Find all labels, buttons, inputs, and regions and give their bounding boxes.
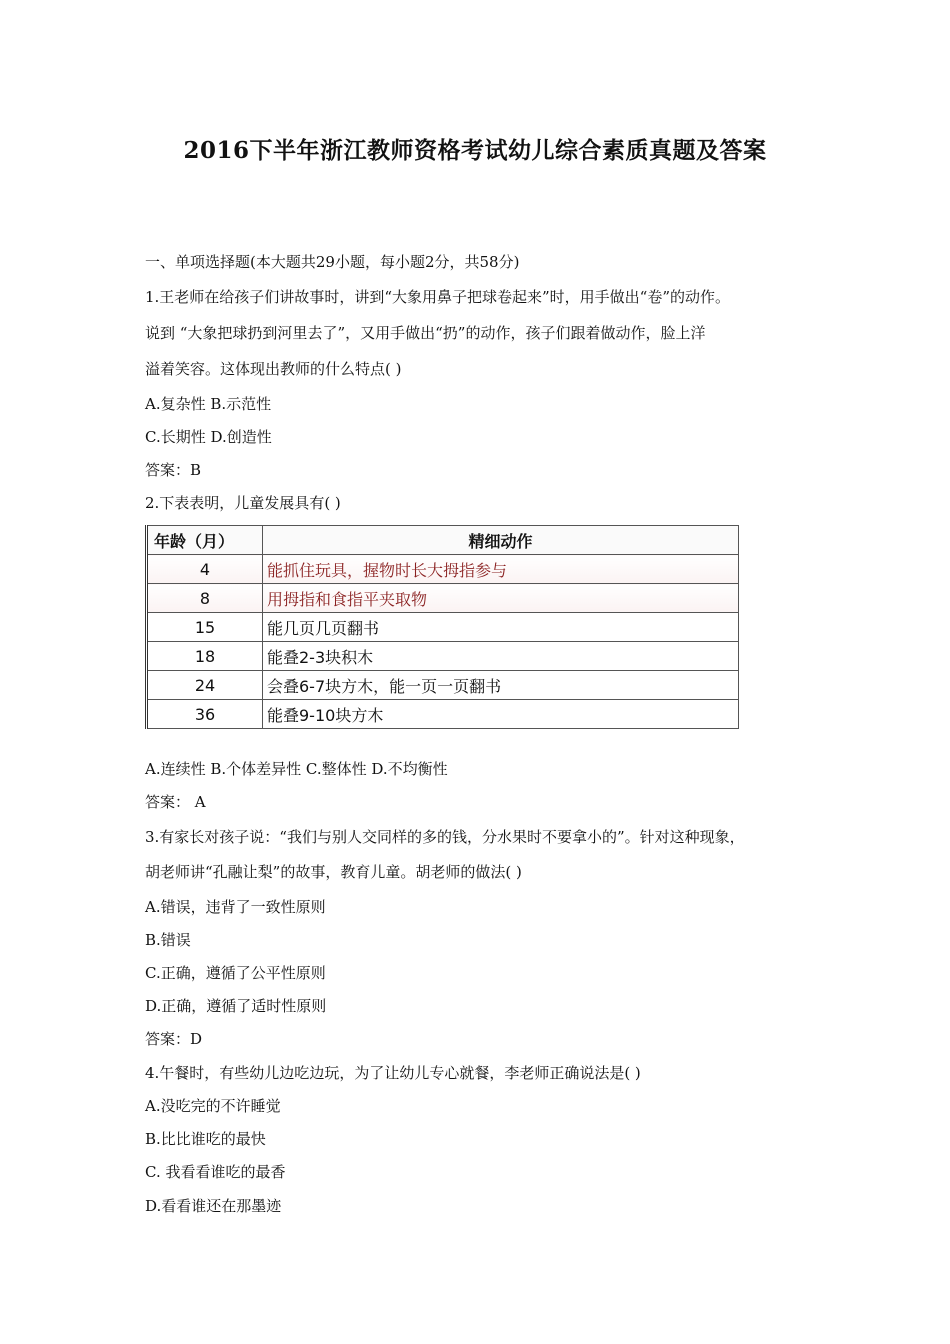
table-cell-action: 能叠2-3块积木	[263, 642, 739, 671]
table-cell-age: 15	[147, 613, 263, 642]
q2-stem: 2.下表表明，儿童发展具有( )	[145, 494, 341, 512]
development-table	[145, 525, 739, 729]
q4-option-a: A.没吃完的不许睡觉	[145, 1097, 281, 1115]
document-title: 2016下半年浙江教师资格考试幼儿综合素质真题及答案	[183, 137, 767, 164]
table-cell-age: 18	[147, 642, 263, 671]
q1-stem-line-2: 说到 “大象把球扔到河里去了”，又用手做出“扔”的动作，孩子们跟着做动作，脸上洋	[145, 324, 706, 342]
q1-stem-line-3: 溢着笑容。这体现出教师的什么特点( )	[145, 360, 402, 378]
q4-option-d: D.看看谁还在那墨迹	[145, 1197, 282, 1215]
table-row	[147, 584, 739, 613]
table-header-row	[147, 526, 739, 555]
table-cell-age: 36	[147, 700, 263, 729]
q4-option-c: C. 我看看谁吃的最香	[145, 1163, 286, 1181]
table-cell-age: 8	[147, 584, 263, 613]
table-cell-age: 24	[147, 671, 263, 700]
q1-option-line-1: A.复杂性 B.示范性	[145, 395, 272, 413]
table-cell-action: 会叠6-7块方木，能一页一页翻书	[263, 671, 739, 700]
q3-option-c: C.正确，遵循了公平性原则	[145, 964, 326, 982]
table-header-action: 精细动作	[263, 526, 739, 555]
table-cell-action: 能抓住玩具，握物时长大拇指参与	[263, 555, 739, 584]
table-row	[147, 555, 739, 584]
table-row	[147, 700, 739, 729]
q3-stem-line-2: 胡老师讲“孔融让梨”的故事，教育儿童。胡老师的做法( )	[145, 863, 522, 881]
table-cell-action: 用拇指和食指平夹取物	[263, 584, 739, 613]
q1-option-line-2: C.长期性 D.创造性	[145, 428, 272, 446]
section-heading: 一、单项选择题(本大题共29小题，每小题2分，共58分)	[145, 253, 520, 271]
q3-option-b: B.错误	[145, 931, 191, 949]
q3-option-d: D.正确，遵循了适时性原则	[145, 997, 327, 1015]
table-cell-action: 能叠9-10块方木	[263, 700, 739, 729]
table-row	[147, 613, 739, 642]
q4-stem: 4.午餐时，有些幼儿边吃边玩，为了让幼儿专心就餐，李老师正确说法是( )	[145, 1064, 641, 1082]
table-cell-action: 能几页几页翻书	[263, 613, 739, 642]
q2-answer: 答案： A	[145, 793, 206, 811]
q4-option-b: B.比比谁吃的最快	[145, 1130, 266, 1148]
q1-answer: 答案：B	[145, 461, 202, 479]
table-row	[147, 671, 739, 700]
table-row	[147, 642, 739, 671]
q2-options: A.连续性 B.个体差异性 C.整体性 D.不均衡性	[145, 760, 448, 778]
q3-stem-line-1: 3.有家长对孩子说：“我们与别人交同样的多的钱，分水果时不要拿小的”。针对这种现象，	[145, 828, 745, 846]
q3-answer: 答案：D	[145, 1030, 203, 1048]
table-cell-age: 4	[147, 555, 263, 584]
table-header-age: 年龄（月）	[147, 526, 263, 555]
q1-stem-line-1: 1.王老师在给孩子们讲故事时，讲到“大象用鼻子把球卷起来”时，用手做出“卷”的动作。	[145, 288, 730, 306]
q3-option-a: A.错误，违背了一致性原则	[145, 898, 326, 916]
